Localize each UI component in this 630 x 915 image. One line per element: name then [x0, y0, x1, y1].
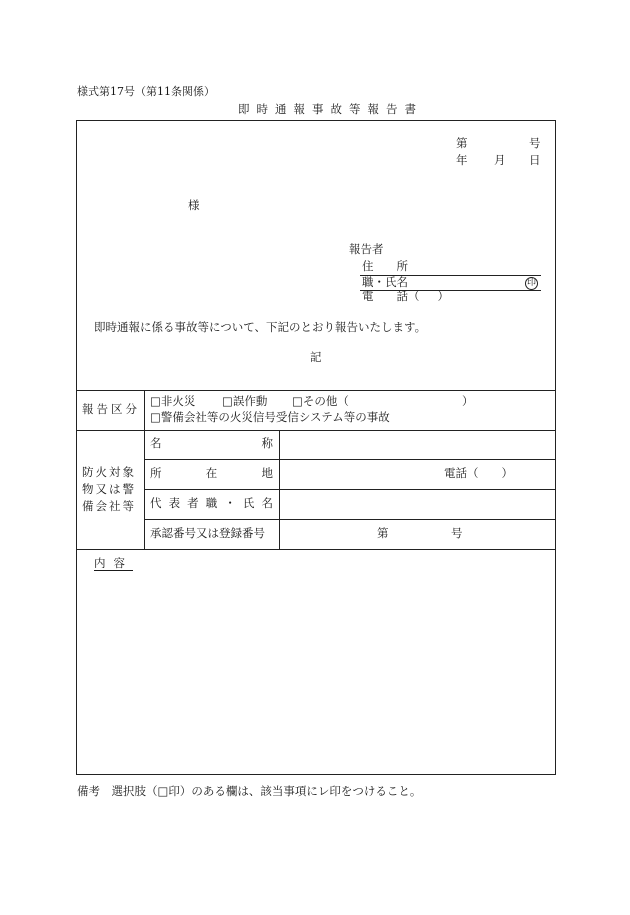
option-security-system-accident[interactable]: □警備会社等の火災信号受信システム等の事故 [150, 410, 390, 424]
location-char-2: 在 [205, 466, 218, 480]
target-label-line-3: 備会社等 [82, 499, 136, 513]
rep-char-3: 者 [187, 496, 199, 510]
addressee-suffix: 様 [188, 198, 200, 212]
representative-row-border [144, 519, 556, 520]
name-row-border [144, 459, 556, 460]
remarks-note: 備考 選択肢（□印）のある欄は、該当事項にレ印をつけること。 [77, 784, 422, 798]
rep-char-5: ・ [224, 496, 236, 510]
location-label [150, 468, 273, 480]
reporter-heading: 報告者 [349, 242, 384, 256]
representative-label [150, 498, 273, 510]
date-day: 日 [529, 153, 541, 167]
phone-paren-close: ） [437, 289, 449, 303]
reporter-address-label [362, 261, 408, 273]
content-field[interactable] [82, 578, 550, 768]
address-char-2: 所 [396, 259, 408, 273]
rep-char-2: 表 [168, 496, 181, 510]
field-column-divider [279, 430, 280, 549]
date-month: 月 [494, 153, 506, 167]
phone-label [362, 291, 408, 303]
option-malfunction[interactable]: □誤作動 [222, 394, 268, 408]
name-char-2: 称 [261, 436, 273, 450]
location-row-border [144, 489, 556, 490]
label-column-divider [144, 390, 145, 549]
representative-field[interactable] [284, 496, 550, 516]
report-statement: 即時通報に係る事故等について、下記のとおり報告いたします。 [94, 320, 427, 334]
address-char-1: 住 [362, 259, 374, 273]
rep-char-4: 職 [205, 496, 218, 510]
seal-mark [525, 276, 538, 290]
phone-char-1: 電 [362, 289, 374, 303]
table-top-border [76, 390, 556, 391]
rep-char-7: 名 [261, 496, 273, 510]
form-title: 即時通報事故等報告書 [238, 102, 423, 116]
target-label-line-1: 防火対象 [82, 465, 136, 479]
approval-number-suffix: 号 [451, 526, 463, 540]
document-number-prefix: 第 [456, 136, 468, 150]
name-char-1: 名 [150, 436, 162, 450]
ki-heading: 記 [310, 350, 322, 364]
seal-icon: 印 [526, 278, 536, 288]
rep-char-6: 氏 [242, 496, 255, 510]
target-label-line-2: 物又は警 [82, 482, 136, 496]
table-bottom-border [76, 549, 556, 550]
option-other[interactable]: □その他（ [292, 394, 349, 408]
phone-char-2: 話 [396, 289, 408, 303]
name-field[interactable] [284, 436, 550, 456]
approval-number-label: 承認番号又は登録番号 [150, 526, 265, 540]
location-field[interactable] [284, 466, 434, 486]
report-type-bottom-border [76, 430, 556, 431]
location-phone-label: 電話（ ） [444, 466, 513, 480]
phone-paren-open: （ [408, 289, 420, 303]
content-label: 内容 [94, 556, 133, 570]
date-year: 年 [456, 153, 468, 167]
location-char-3: 地 [261, 466, 273, 480]
option-other-close: ） [462, 394, 474, 408]
reporter-phone [362, 291, 449, 303]
option-non-fire[interactable]: □非火災 [150, 394, 196, 408]
report-type-label: 報告区分 [82, 402, 140, 416]
location-char-1: 所 [150, 466, 162, 480]
approval-number-prefix: 第 [377, 526, 389, 540]
name-label [150, 438, 273, 450]
form-number: 様式第17号（第11条関係） [77, 85, 215, 98]
reporter-position-name-label: 職・氏名 [362, 275, 408, 289]
rep-char-1: 代 [150, 496, 162, 510]
document-number-suffix: 号 [529, 136, 541, 150]
